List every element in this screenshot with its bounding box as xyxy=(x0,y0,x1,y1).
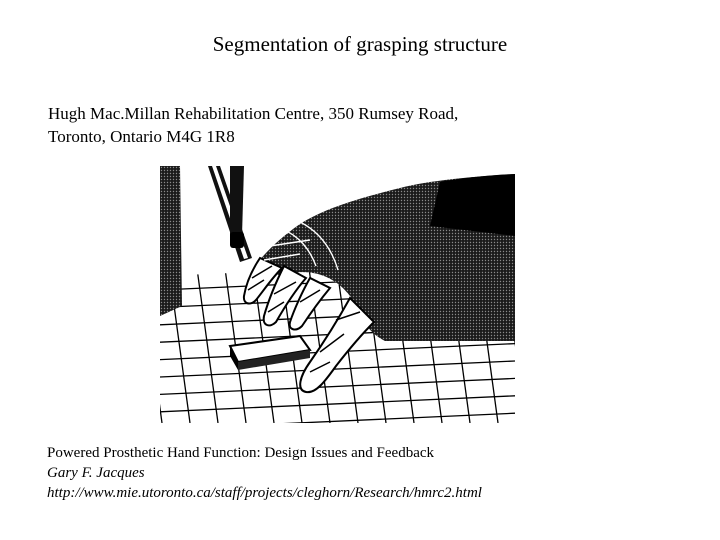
sleeve-shadow xyxy=(430,174,515,236)
grid-line xyxy=(196,261,218,423)
grid-line xyxy=(224,261,246,423)
figure-caption xyxy=(47,443,482,503)
address-line-1: Hugh Mac.Millan Rehabilitation Centre, 350 Rumsey Road, xyxy=(48,104,459,123)
grid-line xyxy=(160,413,515,423)
caption-url[interactable]: http://www.mie.utoronto.ca/staff/projects/cleghorn/Research/hmrc2.html xyxy=(47,485,482,501)
institution-address xyxy=(48,102,458,148)
caption-title: Powered Prosthetic Hand Function: Design Issues and Feedback xyxy=(47,445,435,461)
grid-line xyxy=(160,396,515,412)
background-shadow xyxy=(160,166,182,316)
hand-grasping-figure xyxy=(160,166,515,423)
caption-author: Gary F. Jacques xyxy=(47,465,145,481)
grasped-block xyxy=(230,336,310,370)
slide-title: Segmentation of grasping structure xyxy=(212,32,508,56)
address-line-2: Toronto, Ontario M4G 1R8 xyxy=(48,127,235,146)
rod-stylus xyxy=(208,166,252,262)
hand-illustration xyxy=(160,166,515,423)
